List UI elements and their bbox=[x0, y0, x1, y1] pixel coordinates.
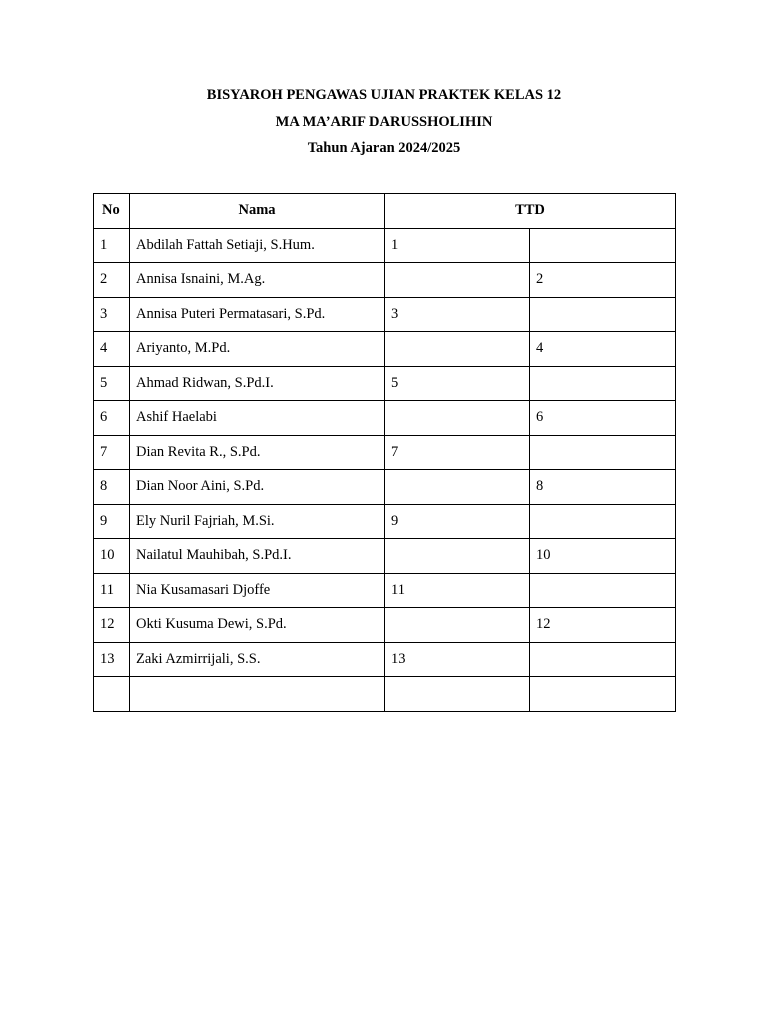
table-row bbox=[94, 228, 676, 263]
cell-no: 11 bbox=[94, 573, 130, 608]
cell-nama: Ariyanto, M.Pd. bbox=[130, 332, 385, 367]
cell-ttd-left: 7 bbox=[385, 435, 530, 470]
cell-nama: Ahmad Ridwan, S.Pd.I. bbox=[130, 366, 385, 401]
document-title: BISYAROH PENGAWAS UJIAN PRAKTEK KELAS 12 bbox=[206, 87, 562, 103]
table-row bbox=[94, 642, 676, 677]
proctor-signature-table bbox=[93, 193, 676, 712]
table-body bbox=[94, 228, 676, 711]
table-row bbox=[94, 573, 676, 608]
cell-nama bbox=[130, 677, 385, 712]
cell-no: 12 bbox=[94, 608, 130, 643]
cell-ttd-right bbox=[530, 642, 676, 677]
cell-ttd-right: 8 bbox=[530, 470, 676, 505]
table-row bbox=[94, 332, 676, 367]
cell-ttd-right: 6 bbox=[530, 401, 676, 436]
cell-ttd-left bbox=[385, 332, 530, 367]
cell-nama: Annisa Puteri Permatasari, S.Pd. bbox=[130, 297, 385, 332]
cell-no: 3 bbox=[94, 297, 130, 332]
table-row bbox=[94, 297, 676, 332]
cell-no: 7 bbox=[94, 435, 130, 470]
cell-nama: Nia Kusamasari Djoffe bbox=[130, 573, 385, 608]
cell-no: 2 bbox=[94, 263, 130, 298]
cell-ttd-left: 9 bbox=[385, 504, 530, 539]
table-row bbox=[94, 677, 676, 712]
cell-nama: Abdilah Fattah Setiaji, S.Hum. bbox=[130, 228, 385, 263]
cell-ttd-right bbox=[530, 573, 676, 608]
cell-nama: Annisa Isnaini, M.Ag. bbox=[130, 263, 385, 298]
academic-year: Tahun Ajaran 2024/2025 bbox=[307, 140, 461, 156]
document-header bbox=[0, 86, 768, 166]
column-header-ttd: TTD bbox=[385, 194, 676, 229]
table-row bbox=[94, 366, 676, 401]
cell-nama: Dian Noor Aini, S.Pd. bbox=[130, 470, 385, 505]
table-row bbox=[94, 608, 676, 643]
cell-ttd-left bbox=[385, 263, 530, 298]
table-row bbox=[94, 504, 676, 539]
table-row bbox=[94, 435, 676, 470]
cell-ttd-left bbox=[385, 608, 530, 643]
cell-ttd-right: 12 bbox=[530, 608, 676, 643]
cell-ttd-left bbox=[385, 470, 530, 505]
cell-ttd-left: 13 bbox=[385, 642, 530, 677]
cell-no bbox=[94, 677, 130, 712]
cell-nama: Ely Nuril Fajriah, M.Si. bbox=[130, 504, 385, 539]
cell-no: 13 bbox=[94, 642, 130, 677]
column-header-no: No bbox=[94, 194, 130, 229]
cell-ttd-right: 2 bbox=[530, 263, 676, 298]
cell-no: 5 bbox=[94, 366, 130, 401]
cell-ttd-left: 1 bbox=[385, 228, 530, 263]
cell-ttd-right bbox=[530, 677, 676, 712]
cell-no: 4 bbox=[94, 332, 130, 367]
cell-ttd-left: 5 bbox=[385, 366, 530, 401]
table-row bbox=[94, 263, 676, 298]
cell-nama: Okti Kusuma Dewi, S.Pd. bbox=[130, 608, 385, 643]
cell-ttd-right bbox=[530, 504, 676, 539]
cell-ttd-left bbox=[385, 401, 530, 436]
cell-no: 1 bbox=[94, 228, 130, 263]
cell-nama: Ashif Haelabi bbox=[130, 401, 385, 436]
cell-no: 8 bbox=[94, 470, 130, 505]
cell-ttd-right: 10 bbox=[530, 539, 676, 574]
cell-ttd-right bbox=[530, 366, 676, 401]
cell-ttd-right bbox=[530, 297, 676, 332]
school-name: MA MA’ARIF DARUSSHOLIHIN bbox=[275, 113, 493, 130]
cell-nama: Nailatul Mauhibah, S.Pd.I. bbox=[130, 539, 385, 574]
cell-no: 6 bbox=[94, 401, 130, 436]
table-row bbox=[94, 539, 676, 574]
cell-ttd-right bbox=[530, 435, 676, 470]
cell-ttd-right bbox=[530, 228, 676, 263]
column-header-nama: Nama bbox=[130, 194, 385, 229]
cell-ttd-left bbox=[385, 677, 530, 712]
table-header-row bbox=[94, 194, 676, 229]
cell-ttd-left: 11 bbox=[385, 573, 530, 608]
cell-nama: Dian Revita R., S.Pd. bbox=[130, 435, 385, 470]
table-row bbox=[94, 401, 676, 436]
cell-ttd-left bbox=[385, 539, 530, 574]
cell-no: 10 bbox=[94, 539, 130, 574]
cell-ttd-left: 3 bbox=[385, 297, 530, 332]
cell-no: 9 bbox=[94, 504, 130, 539]
cell-nama: Zaki Azmirrijali, S.S. bbox=[130, 642, 385, 677]
cell-ttd-right: 4 bbox=[530, 332, 676, 367]
table-row bbox=[94, 470, 676, 505]
